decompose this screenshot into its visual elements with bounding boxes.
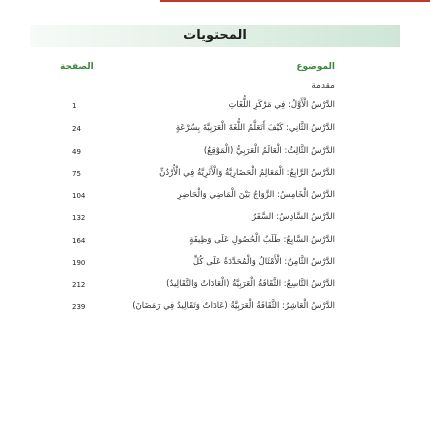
toc-page-number: 75 [72,170,81,178]
toc-lesson-title: الدَّرْسُ الرَّابِعُ: الْمَعَالِمُ الْحَضَارِيَّةُ وَالْأَثَرِيَّةُ فِي الْأُرْدُنِّ [159,168,335,178]
toc-lesson-title: الدَّرْسُ الْعَاشِرُ: الثَّقَافَةُ الْعَرَبِيَّةُ (عَادَاتٌ وَتَقَالِيدُ فِي رَمَضَانَ) [132,301,335,311]
toc-page-number: 239 [72,303,86,311]
toc-page-number: 190 [72,259,86,267]
toc-page-number: 1 [72,102,77,110]
toc-row[interactable] [0,278,430,292]
toc-lesson-title: الدَّرْسُ الثَّانِي: كَيْفَ أَتَعَلَّمُ اللُّغَةَ الْعَرَبِيَّةَ بِسُرْعَةٍ [175,123,335,133]
introduction-entry: مقدمة [311,81,335,91]
toc-row[interactable] [0,234,430,248]
toc-lesson-title: الدَّرْسُ الثَّالِثُ: الْعَالَمُ الْعَرَبِيُّ (الْمَوْقِعُ) [203,146,335,156]
toc-lesson-title: الدَّرْسُ السَّابِعُ: طَلَبُ الْحُصُولِ عَلَى وَظِيفَةٍ [189,235,335,245]
toc-row[interactable] [0,167,430,181]
toc-row[interactable] [0,300,430,314]
toc-page-number: 212 [72,281,86,289]
toc-page-number: 132 [72,214,86,222]
toc-row[interactable] [0,256,430,270]
toc-page-number: 49 [72,148,81,156]
toc-lesson-title: الدَّرْسُ الْخَامِسُ: الزَّوَاجُ بَيْنَ الْمَاضِي وَالْحَاضِرِ [177,190,335,200]
toc-lesson-title: الدَّرْسُ التَّاسِعُ: الثَّقَافَةُ الْعَرَبِيَّةُ (الْعَادَاتُ وَالتَّقَالِيدُ) [166,279,335,289]
toc-page-number: 24 [72,125,81,133]
toc-row[interactable] [0,211,430,225]
toc-page-number: 104 [72,192,86,200]
toc-page-number: 164 [72,237,86,245]
subject-column-header: الموضوع [296,62,335,72]
top-accent-line [160,0,430,2]
page-column-header: الصفحة [60,62,94,72]
toc-row[interactable] [0,99,430,113]
title-band [30,25,400,47]
page-title: المحتويات [183,28,247,43]
toc-row[interactable] [0,189,430,203]
toc-row[interactable] [0,122,430,136]
toc-row[interactable] [0,145,430,159]
toc-lesson-title: الدَّرْسُ الثَّامِنُ: الْأَمْثَالُ وَالْمُحَدَّدَةُ عَلَى كُلِّ [192,257,335,267]
toc-lesson-title: الدَّرْسُ السَّادِسُ: السَّفَرُ [252,212,335,222]
toc-lesson-title: الدَّرْسُ الْأَوَّلُ: فِي مَرْكَزِ اللُّغَاتِ [228,100,335,110]
